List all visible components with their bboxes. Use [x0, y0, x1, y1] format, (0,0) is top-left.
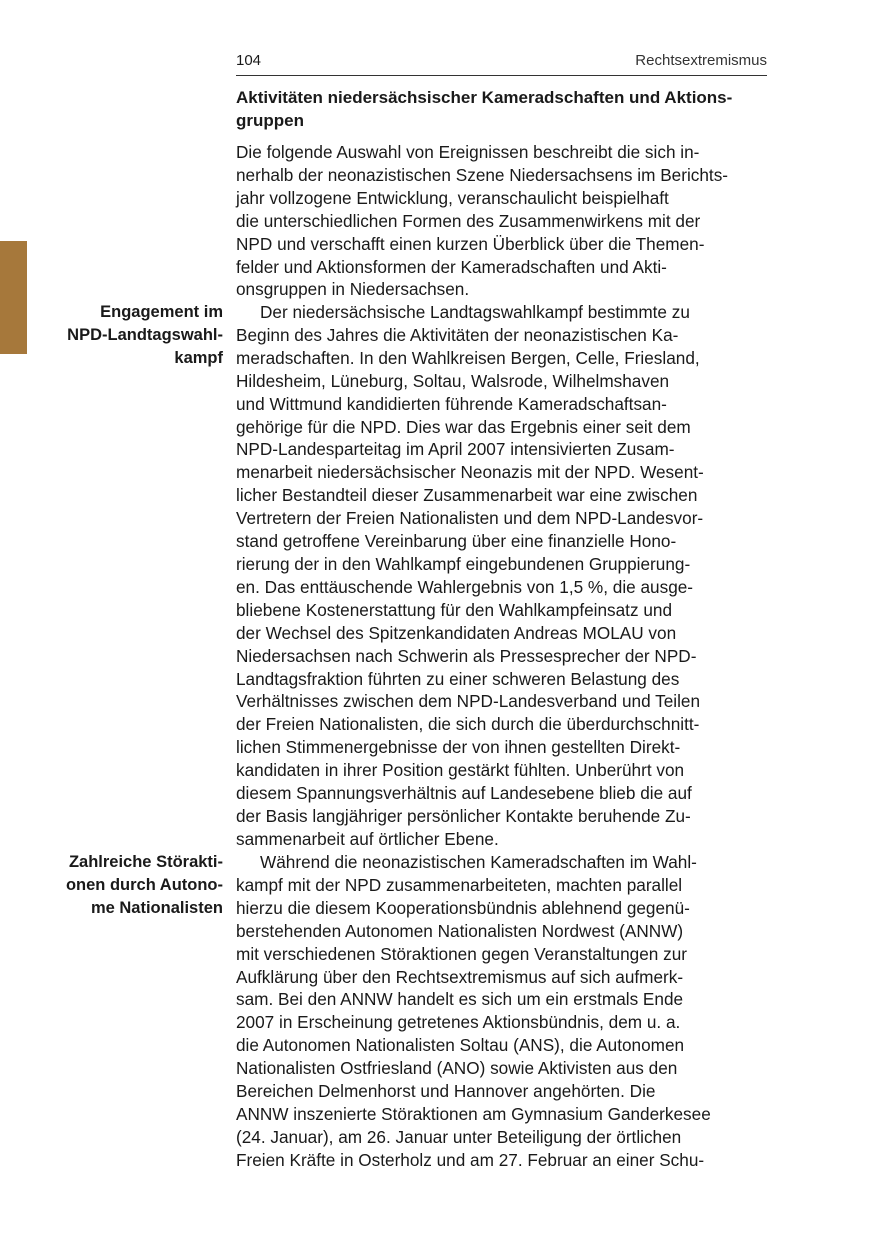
text-line: lichen Stimmenergebnisse der von ihnen gestellten Direkt- [236, 737, 681, 758]
text-line: Hildesheim, Lüneburg, Soltau, Walsrode, Wilhelmshaven [236, 370, 670, 391]
text-line: menarbeit niedersächsischer Neonazis mit der NPD. Wesent- [236, 462, 704, 483]
margin-note-line: NPD-Landtagswahl- [67, 325, 223, 344]
text-line: Die folgende Auswahl von Ereignissen beschreibt die sich in- [236, 142, 700, 162]
text-line: der Freien Nationalisten, die sich durch die überdurchschnitt- [236, 714, 700, 735]
text-line: 2007 in Erscheinung getretenes Aktionsbündnis, dem u. a. [236, 1012, 681, 1033]
text-line: jahr vollzogene Entwicklung, veranschaulicht beispielhaft [236, 187, 669, 208]
text-line: nerhalb der neonazistischen Szene Niedersachsens im Berichts- [236, 164, 729, 185]
text-line: der Basis langjähriger persönlicher Kontakte beruhende Zu- [236, 805, 691, 826]
page-header [236, 51, 767, 76]
margin-note-line: Engagement im [100, 303, 223, 321]
section-heading-line: gruppen [236, 111, 304, 130]
text-line: Bereichen Delmenhorst und Hannover angehörten. Die [236, 1081, 656, 1102]
text-line: Niedersachsen nach Schwerin als Pressesprecher der NPD- [236, 645, 697, 666]
text-line: berstehenden Autonomen Nationalisten Nordwest (ANNW) [236, 920, 684, 941]
text-line: Aufklärung über den Rechtsextremismus auf sich aufmerk- [236, 966, 684, 987]
text-line: stand getroffene Vereinbarung über eine finanzielle Hono- [236, 531, 677, 552]
text-line: Vertretern der Freien Nationalisten und dem NPD-Landesvor- [236, 508, 704, 529]
margin-note-line: kampf [174, 348, 223, 367]
margin-note-line: me Nationalisten [90, 898, 223, 917]
text-line: felder und Aktionsformen der Kameradschaften und Akti- [236, 256, 667, 277]
text-line: die Autonomen Nationalisten Soltau (ANS), die Autonomen [236, 1035, 685, 1056]
text-line: onsgruppen in Niedersachsen. [236, 279, 470, 300]
text-line: diesem Spannungsverhältnis auf Landesebene blieb die auf [236, 783, 692, 804]
section-heading [236, 86, 776, 132]
margin-note-line: Zahlreiche Störakti- [68, 853, 223, 871]
paragraph-intro [236, 141, 776, 301]
text-line: (24. Januar), am 26. Januar unter Beteiligung der örtlichen [236, 1126, 682, 1147]
text-line: und Wittmund kandidierten führende Kameradschaftsan- [236, 393, 667, 414]
text-line: Beginn des Jahres die Aktivitäten der neonazistischen Ka- [236, 324, 679, 345]
text-line: bliebene Kostenerstattung für den Wahlkampfeinsatz und [236, 599, 673, 620]
running-title: Rechtsextremismus [635, 52, 767, 69]
text-line: NPD und verschafft einen kurzen Überblick über die Themen- [236, 233, 705, 254]
text-line: Nationalisten Ostfriesland (ANO) sowie Aktivisten aus den [236, 1058, 678, 1079]
text-line: licher Bestandteil dieser Zusammenarbeit war eine zwischen [236, 485, 698, 506]
text-line: ANNW inszenierte Störaktionen am Gymnasium Ganderkesee [236, 1103, 711, 1124]
text-line: der Wechsel des Spitzenkandidaten Andreas MOLAU von [236, 622, 677, 643]
text-line: Freien Kräfte in Osterholz und am 27. Februar an einer Schu- [236, 1149, 705, 1170]
text-line: meradschaften. In den Wahlkreisen Bergen, Celle, Friesland, [236, 347, 700, 368]
margin-note-line: onen durch Autono- [65, 875, 223, 894]
margin-note-engagement [23, 301, 223, 370]
paragraph-landtagswahlkampf [236, 301, 776, 851]
text-line: en. Das enttäuschende Wahlergebnis von 1,5 %, die ausge- [236, 576, 694, 597]
page-number: 104 [236, 52, 262, 69]
text-line: mit verschiedenen Störaktionen gegen Veranstaltungen zur [236, 943, 687, 964]
text-line: sam. Bei den ANNW handelt es sich um ein erstmals Ende [236, 989, 684, 1010]
paragraph-autonome-nationalisten [236, 851, 776, 1172]
text-line: gehörige für die NPD. Dies war das Ergebnis einer seit dem [236, 416, 691, 437]
margin-note-stoeraktionen [23, 851, 223, 920]
text-line: die unterschiedlichen Formen des Zusammenwirkens mit der [236, 210, 701, 231]
text-line: kampf mit der NPD zusammenarbeiteten, machten parallel [236, 874, 683, 895]
text-line: hierzu die diesem Kooperationsbündnis ablehnend gegenü- [236, 897, 690, 918]
text-line: Während die neonazistischen Kameradschaften im Wahl- [260, 852, 697, 872]
text-line: Landtagsfraktion führten zu einer schweren Belastung des [236, 668, 680, 689]
text-line: sammenarbeit auf örtlicher Ebene. [236, 828, 499, 849]
text-line: Verhältnisses zwischen dem NPD-Landesverband und Teilen [236, 691, 701, 712]
section-heading-line: Aktivitäten niedersächsischer Kameradschaften und Aktions- [236, 88, 733, 107]
text-line: NPD-Landesparteitag im April 2007 intensivierten Zusam- [236, 439, 675, 460]
text-line: Der niedersächsische Landtagswahlkampf bestimmte zu [260, 302, 690, 322]
text-line: kandidaten in ihrer Position gestärkt fühlten. Unberührt von [236, 760, 685, 781]
text-line: rierung der in den Wahlkampf eingebundenen Gruppierung- [236, 553, 691, 574]
